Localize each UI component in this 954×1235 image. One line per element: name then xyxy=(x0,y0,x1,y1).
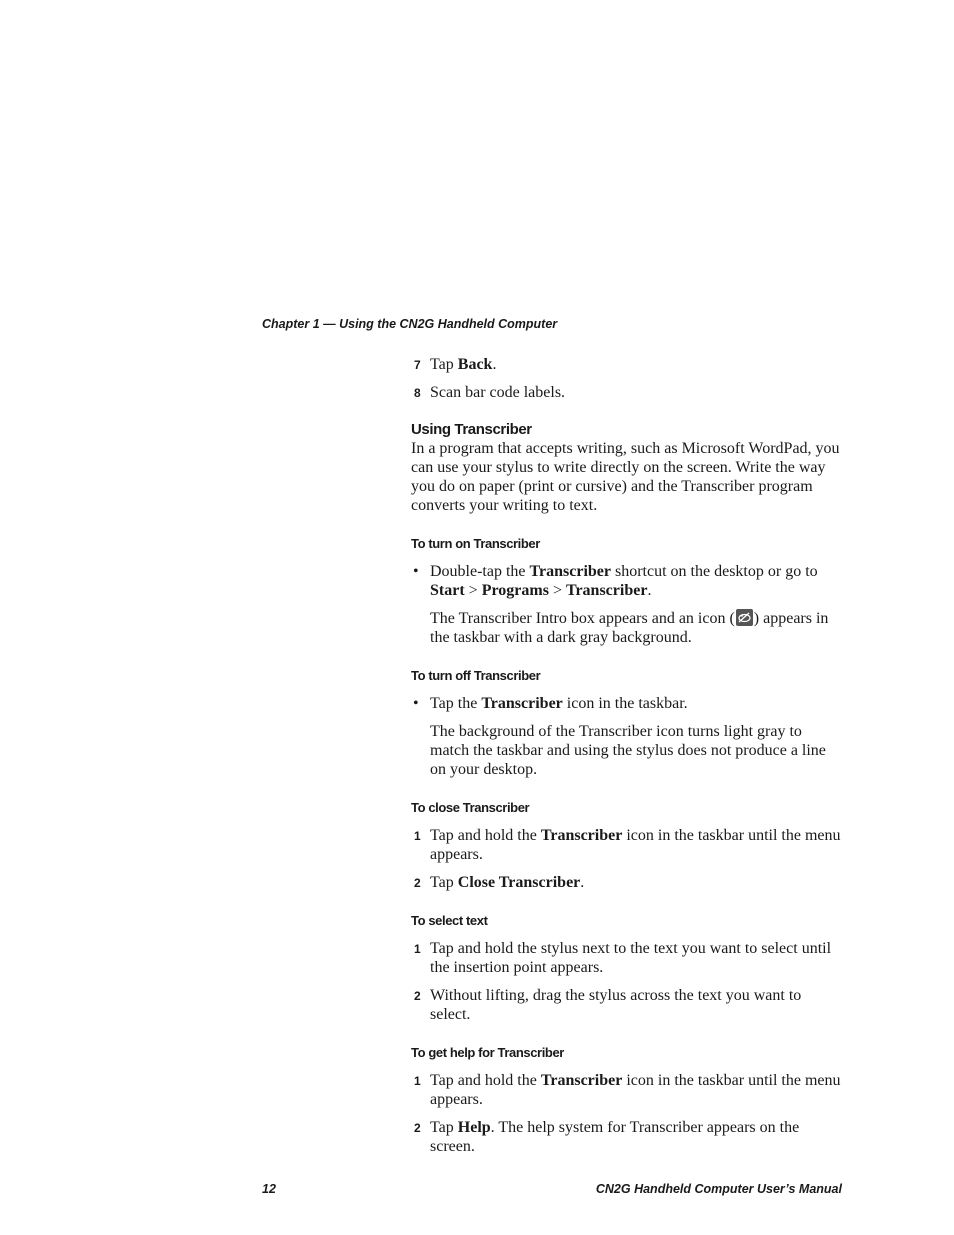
chapter-header: Chapter 1 — Using the CN2G Handheld Computer xyxy=(262,317,558,331)
bullet-mark: • xyxy=(413,563,419,580)
select-step-1 xyxy=(411,939,843,977)
bold-text: Transcriber xyxy=(540,827,623,844)
turn-on-note xyxy=(411,609,843,647)
bold-text: Transcriber xyxy=(565,582,648,599)
transcriber-icon xyxy=(736,609,753,626)
subheading-select: To select text xyxy=(411,913,488,928)
section-intro: In a program that accepts writing, such as Microsoft WordPad, you can use your stylus to write directly on the screen. Write the way you do on paper (print or cursive) and the Transcriber program converts your writing to text. xyxy=(411,440,840,514)
step-number: 2 xyxy=(414,1121,421,1135)
text: ) appears in the taskbar with a dark gray background. xyxy=(430,610,829,646)
text: Tap and hold the stylus next to the text you want to select until the insertion point appears. xyxy=(430,940,832,976)
manual-title: CN2G Handheld Computer User’s Manual xyxy=(595,1182,842,1196)
text: . The help system for Transcriber appears on the screen. xyxy=(430,1119,800,1155)
subheading-close: To close Transcriber xyxy=(411,800,530,815)
step-number: 2 xyxy=(414,989,421,1003)
close-step-1 xyxy=(411,826,843,864)
text: icon in the taskbar. xyxy=(562,695,688,712)
text: Tap the xyxy=(430,695,482,712)
step-number: 8 xyxy=(414,386,421,400)
text: Tap xyxy=(430,1119,458,1136)
separator: > xyxy=(548,582,566,599)
step-number: 1 xyxy=(414,1074,421,1088)
text: shortcut on the desktop or go to xyxy=(611,563,818,580)
step-8 xyxy=(411,383,843,402)
page-number: 12 xyxy=(262,1182,276,1196)
step-text: Tap xyxy=(430,356,458,373)
help-step-1 xyxy=(411,1071,843,1109)
subheading-help: To get help for Transcriber xyxy=(411,1045,564,1060)
step-text: . xyxy=(492,356,497,373)
bullet-mark: • xyxy=(413,695,419,712)
step-7 xyxy=(411,355,843,374)
close-step-2 xyxy=(411,873,843,892)
step-number: 1 xyxy=(414,942,421,956)
text: icon in the taskbar until the menu appears. xyxy=(430,827,841,863)
bullet-turn-off xyxy=(411,694,843,713)
text: Without lifting, drag the stylus across the text you want to select. xyxy=(430,987,802,1023)
bold-text: Programs xyxy=(481,582,549,599)
bullet-turn-on xyxy=(411,562,843,600)
step-number: 2 xyxy=(414,876,421,890)
step-number: 7 xyxy=(414,358,421,372)
bold-text: Start xyxy=(430,582,465,599)
step-bold: Back xyxy=(457,356,493,373)
main-content xyxy=(411,355,843,1156)
separator: > xyxy=(464,582,482,599)
text: Tap and hold the xyxy=(430,827,541,844)
text: icon in the taskbar until the menu appears. xyxy=(430,1072,841,1108)
bold-text: Help xyxy=(457,1119,491,1136)
subheading-turn-off: To turn off Transcriber xyxy=(411,668,541,683)
text: . xyxy=(647,582,652,599)
section-title: Using Transcriber xyxy=(411,421,532,438)
text: Double-tap the xyxy=(430,563,530,580)
bold-text: Close Transcriber xyxy=(457,874,581,891)
step-number: 1 xyxy=(414,829,421,843)
text: . xyxy=(580,874,585,891)
help-step-2 xyxy=(411,1118,843,1156)
bold-text: Transcriber xyxy=(540,1072,623,1089)
text: The Transcriber Intro box appears and an icon ( xyxy=(430,610,735,627)
text: Tap and hold the xyxy=(430,1072,541,1089)
step-text: Scan bar code labels. xyxy=(430,384,566,401)
bold-text: Transcriber xyxy=(481,695,563,712)
turn-off-note: The background of the Transcriber icon turns light gray to match the taskbar and using the stylus does not produce a line on your desktop. xyxy=(430,723,826,778)
text: Tap xyxy=(430,874,458,891)
subheading-turn-on: To turn on Transcriber xyxy=(411,536,540,551)
select-step-2 xyxy=(411,986,843,1024)
bold-text: Transcriber xyxy=(529,563,611,580)
